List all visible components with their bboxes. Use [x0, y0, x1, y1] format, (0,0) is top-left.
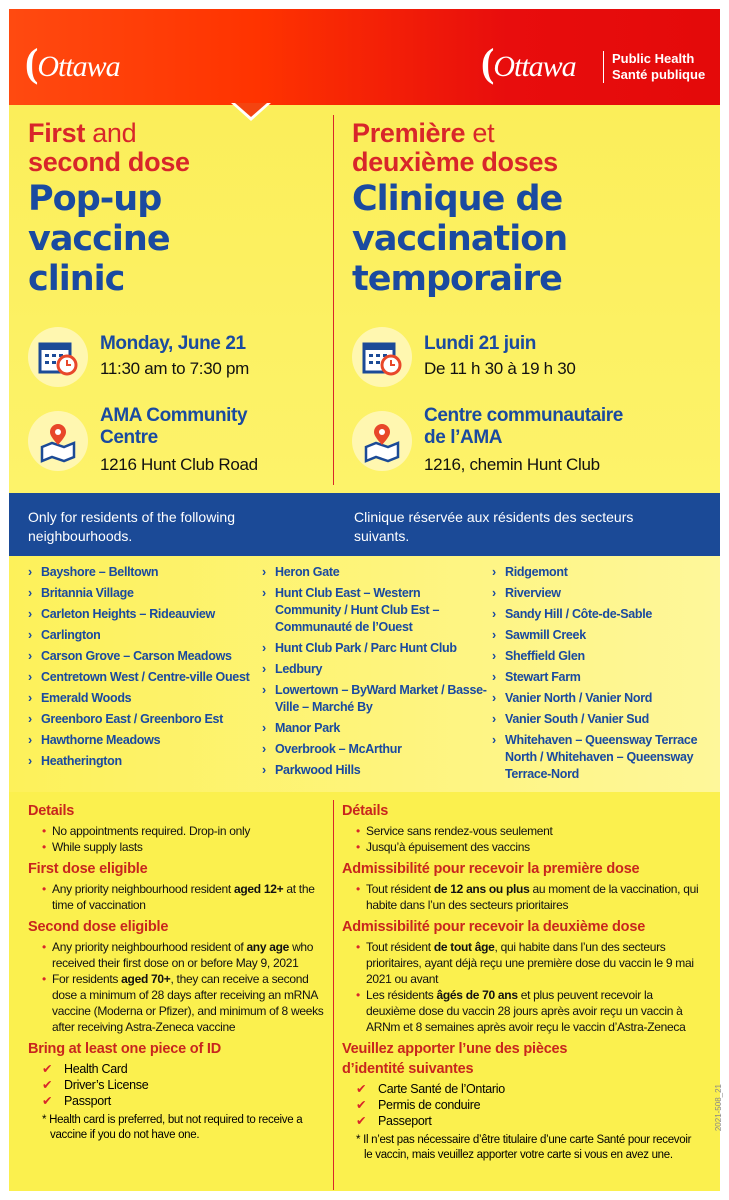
neighbourhood-item: › Carson Grove – Carson Meadows — [28, 648, 253, 665]
bullet: • Jusqu’à épuisement des vaccins — [356, 839, 702, 855]
neighbourhood-item: › Sheffield Glen — [492, 648, 717, 665]
neighbourhood-item: › Ridgemont — [492, 564, 717, 581]
neighbourhood-item: › Vanier North / Vanier Nord — [492, 690, 717, 707]
neighbourhood-item: › Hunt Club East – Western Community / Hunt Club Est – Communauté de l’Ouest — [262, 585, 487, 636]
band-en: Only for residents of the following neighbourhoods. — [28, 509, 235, 544]
public-health-label: Public Health Santé publique — [603, 51, 705, 83]
bullet: • Any priority neighbourhood resident aged 12+ at the time of vaccination — [42, 881, 328, 913]
bullet: • Service sans rendez-vous seulement — [356, 823, 702, 839]
neighbourhood-item: › Heatherington — [28, 753, 253, 770]
neighbourhood-item: › Bayshore – Belltown — [28, 564, 253, 581]
eligibility-band — [9, 493, 720, 556]
map-pin-icon — [28, 411, 88, 471]
neighbourhood-item: › Overbrook – McArthur — [262, 741, 487, 758]
title-fr: Première et deuxième doses Clinique de vaccination temporaire — [352, 118, 568, 299]
neighbourhood-item: › Carlington — [28, 627, 253, 644]
neighbourhood-column — [262, 564, 487, 783]
heading: Admissibilité pour recevoir la deuxième dose — [342, 919, 646, 935]
id-item: ✔ Health Card — [42, 1061, 328, 1077]
clinic-info — [9, 105, 720, 493]
bullet: • Tout résident de 12 ans ou plus au moment de la vaccination, qui habite dans l’un des secteurs prioritaires — [356, 881, 702, 913]
details-section — [9, 792, 720, 1191]
neighbourhood-item: › Manor Park — [262, 720, 487, 737]
ottawa-logo-right: (Ottawa — [481, 40, 576, 85]
neighbourhood-item: › Hunt Club Park / Parc Hunt Club — [262, 640, 487, 657]
location-fr: Centre communautaire de l’AMA 1216, chemin Hunt Club — [352, 405, 623, 477]
details-en — [28, 797, 328, 1143]
heading: First dose eligible — [28, 861, 148, 877]
heading: Bring at least one piece of ID — [28, 1041, 222, 1057]
neighbourhood-item: › Stewart Farm — [492, 669, 717, 686]
ottawa-logo-left: (Ottawa — [25, 40, 120, 85]
heading: Détails — [342, 803, 389, 819]
neighbourhood-item: › Sandy Hill / Côte-de-Sable — [492, 606, 717, 623]
poster — [9, 9, 723, 1191]
heading: Details — [28, 803, 75, 819]
neighbourhood-item: › Greenboro East / Greenboro Est — [28, 711, 253, 728]
id-item: ✔ Driver’s License — [42, 1077, 328, 1093]
neighbourhood-item: › Emerald Woods — [28, 690, 253, 707]
band-fr: Clinique réservée aux résidents des secteurs suivants. — [354, 509, 634, 544]
neighbourhood-item: › Britannia Village — [28, 585, 253, 602]
calendar-icon — [352, 327, 412, 387]
id-item: ✔ Carte Santé de l’Ontario — [356, 1081, 702, 1097]
bullet: • Any priority neighbourhood resident of any age who received their first dose on or before May 9, 2021 — [42, 939, 328, 971]
bullet: • Tout résident de tout âge, qui habite dans l’un des secteurs prioritaires, ayant déjà reçu une première dose du vaccin le 9 mai 2021 ou avant — [356, 939, 702, 987]
details-fr — [342, 797, 702, 1163]
header-notch-inner — [235, 103, 267, 117]
footnote: * Health card is preferred, but not required to receive a vaccine if you do not have one. — [42, 1114, 303, 1141]
bullet: • Les résidents âgés de 70 ans et plus peuvent recevoir la deuxième dose du vaccin 28 jours après avoir reçu un vaccin à ARNm et 8 semaines après avoir reçu le vaccin d’Astra-Zeneca — [356, 987, 702, 1035]
date-fr: Lundi 21 juin De 11 h 30 à 19 h 30 — [352, 327, 576, 387]
neighbourhood-item: › Parkwood Hills — [262, 762, 487, 779]
title-en: First and second dose Pop-up vaccine clinic — [28, 118, 190, 299]
heading: Second dose eligible — [28, 919, 169, 935]
neighbourhood-item: › Hawthorne Meadows — [28, 732, 253, 749]
neighbourhood-item: › Vanier South / Vanier Sud — [492, 711, 717, 728]
calendar-icon — [28, 327, 88, 387]
neighbourhood-item: › Ledbury — [262, 661, 487, 678]
neighbourhood-list — [9, 556, 720, 792]
id-item: ✔ Permis de conduire — [356, 1097, 702, 1113]
neighbourhood-item: › Lowertown – ByWard Market / Basse-Ville – Marché By — [262, 682, 487, 716]
map-pin-icon — [352, 411, 412, 471]
divider — [333, 115, 334, 485]
heading: Admissibilité pour recevoir la première dose — [342, 861, 640, 877]
neighbourhood-item: › Centretown West / Centre-ville Ouest — [28, 669, 253, 686]
divider — [333, 800, 334, 1190]
neighbourhood-item: › Carleton Heights – Rideauview — [28, 606, 253, 623]
neighbourhood-column — [492, 564, 717, 787]
heading: Veuillez apporter l’une des pièces d’identité suivantes — [342, 1041, 568, 1077]
bullet: • No appointments required. Drop-in only — [42, 823, 328, 839]
location-en: AMA Community Centre 1216 Hunt Club Road — [28, 405, 258, 477]
neighbourhood-item: › Whitehaven – Queensway Terrace North / Whitehaven – Queensway Terrace-Nord — [492, 732, 717, 783]
bullet: • While supply lasts — [42, 839, 328, 855]
document-code: 2021-508_21 — [714, 1084, 723, 1132]
id-item: ✔ Passeport — [356, 1113, 702, 1129]
header-banner — [9, 9, 720, 105]
neighbourhood-item: › Heron Gate — [262, 564, 487, 581]
neighbourhood-column — [28, 564, 253, 774]
footnote: * Il n’est pas nécessaire d’être titulaire d’une carte Santé pour recevoir le vaccin, mais veuillez apporter votre carte si vous en avez une. — [356, 1134, 692, 1161]
bullet: • For residents aged 70+, they can receive a second dose a minimum of 28 days after receiving an mRNA vaccine (Moderna or Pfizer), and minimum of 8 weeks after receiving Astra-Zeneca vaccine — [42, 971, 328, 1035]
date-en: Monday, June 21 11:30 am to 7:30 pm — [28, 327, 249, 387]
neighbourhood-item: › Sawmill Creek — [492, 627, 717, 644]
neighbourhood-item: › Riverview — [492, 585, 717, 602]
id-item: ✔ Passport — [42, 1093, 328, 1109]
